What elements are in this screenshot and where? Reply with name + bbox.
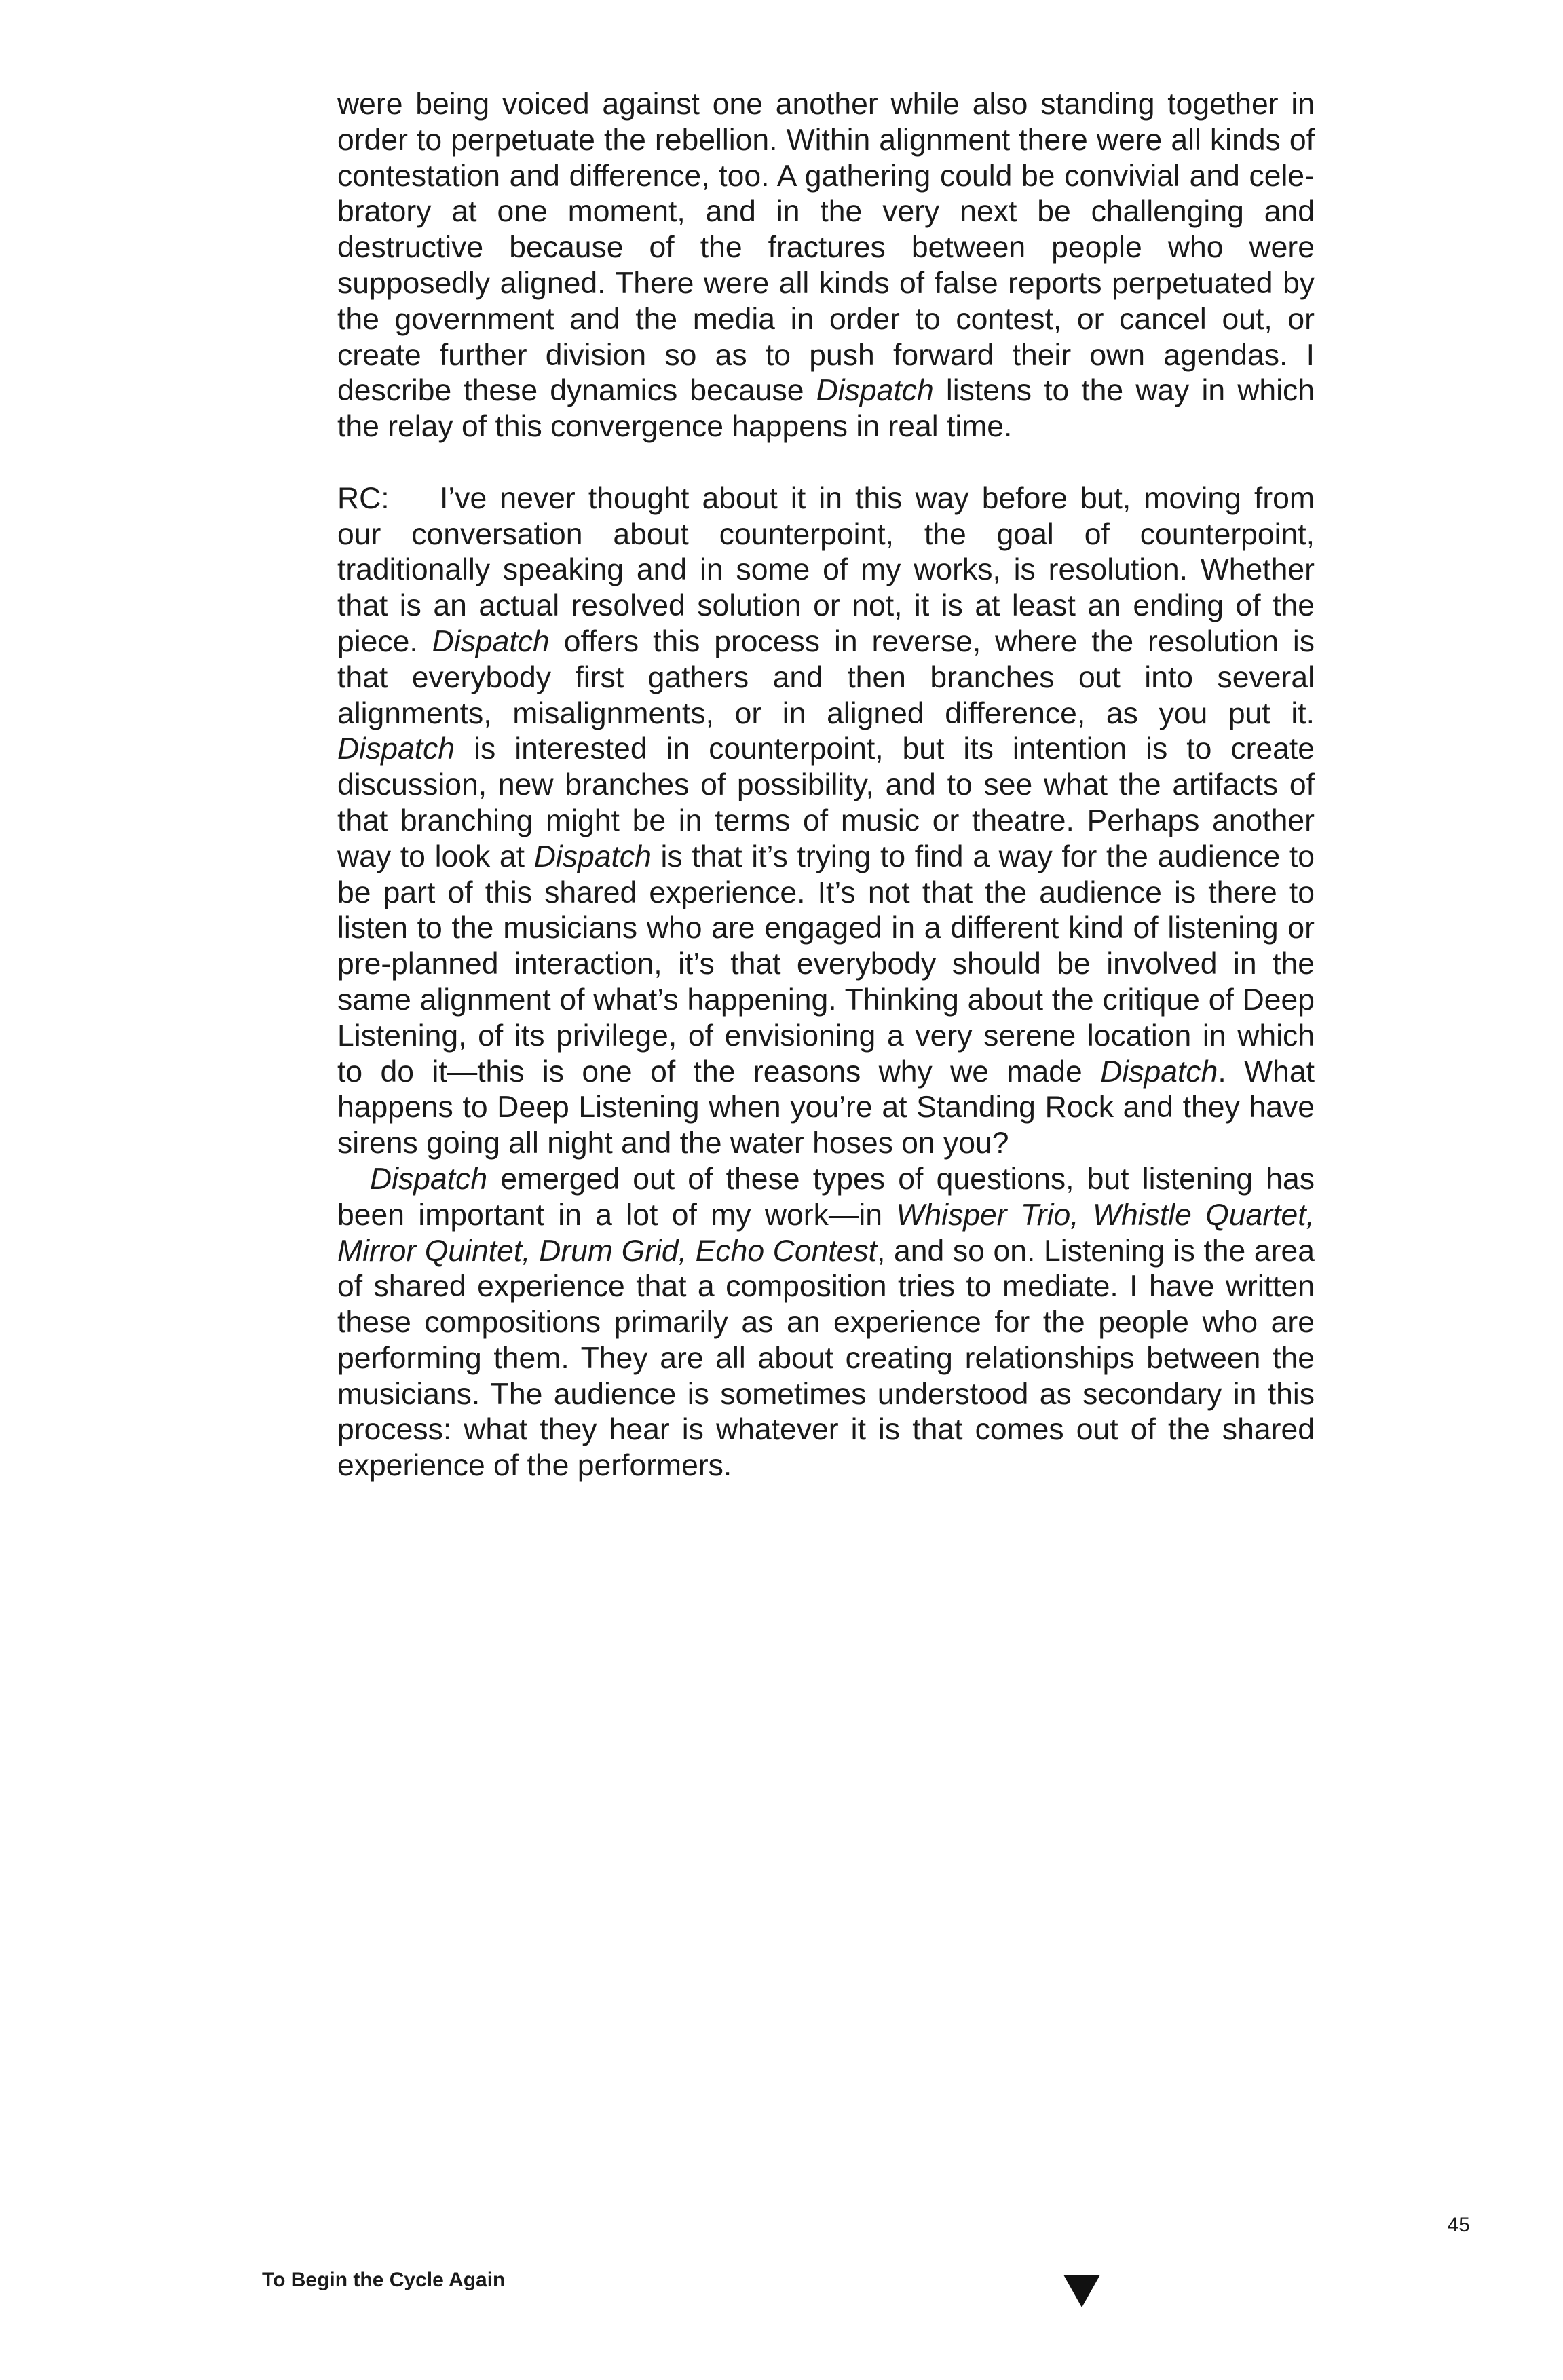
work-title: Dispatch bbox=[370, 1162, 488, 1196]
paragraph: Dispatch emerged out of these types of questions, but listening has been important in a lot of my work—in Whisper Trio, Whistle Quartet, Mirror Quintet, Drum Grid, Echo Contest, and so on. Listening is the area of shared experience that a composition tries to mediate. I have written these compositions primarily as an experience for the people who are performing them. They are all about creating relationships between the musicians. The audience is sometimes understood as secondary in this process: what they hear is whatever it is that comes out of the shared experience of the performers. bbox=[337, 1162, 1315, 1483]
work-title: Dispatch bbox=[1100, 1055, 1218, 1089]
work-title: Dispatch bbox=[432, 624, 550, 658]
speaker-label: RC: bbox=[337, 481, 390, 515]
paragraph-rc: RC: I’ve never thought about it in this way before but, moving from our conversation about counterpoint, the goal of counterpoint, traditionally speaking and in some of my works, is resolution. Whether that is an actual resolved solution or not, it is at least an ending of the piece. Dispatch offers this process in reverse, where the resolution is that everybody first gathers and then branches out into several alignments, misalignments, or in aligned difference, as you put it. Dispatch is interested in counterpoint, but its intention is to create discussion, new branches of possibility, and to see what the artifacts of that branching might be in terms of music or theatre. Perhaps another way to look at Dispatch is that it’s trying to find a way for the audience to be part of this shared experience. It’s not that the audience is there to listen to the musicians who are engaged in a different kind of listening or pre-planned interaction, it’s that everybody should be involved in the same alignment of what’s happening. Thinking about the critique of Deep Listening, of its privilege, of envisioning a very serene location in which to do it—this is one of the reasons why we made Dispatch. What happens to Deep Listening when you’re at Standing Rock and they have sirens going all night and the water hoses on you? bbox=[337, 481, 1315, 1160]
work-titles: Whisper Trio, Whistle Quartet, Mirror Quintet, Drum Grid, Echo Contest bbox=[337, 1198, 1315, 1268]
body-text bbox=[337, 87, 1315, 1484]
down-triangle-icon bbox=[1063, 2275, 1100, 2307]
work-title: Dispatch bbox=[533, 839, 652, 873]
running-title: To Begin the Cycle Again bbox=[262, 2269, 506, 2291]
work-title: Dispatch bbox=[816, 374, 934, 408]
paragraph: were being voiced against one another while also standing together in order to perpetuate the rebellion. Within alignment there were all kinds of contestation and difference, too. A gathering could be convivial and celebratory at one moment, and in the very next be challenging and destructive because of the fractures between people who were supposedly aligned. There were all kinds of false reports perpetuated by the government and the media in order to contest, or cancel out, or create further division so as to push forward their own agendas. I describe these dynamics because Dispatch listens to the way in which the relay of this convergence happens in real time. bbox=[337, 88, 1315, 444]
page-number: 45 bbox=[1447, 2214, 1470, 2236]
work-title: Dispatch bbox=[337, 732, 455, 766]
